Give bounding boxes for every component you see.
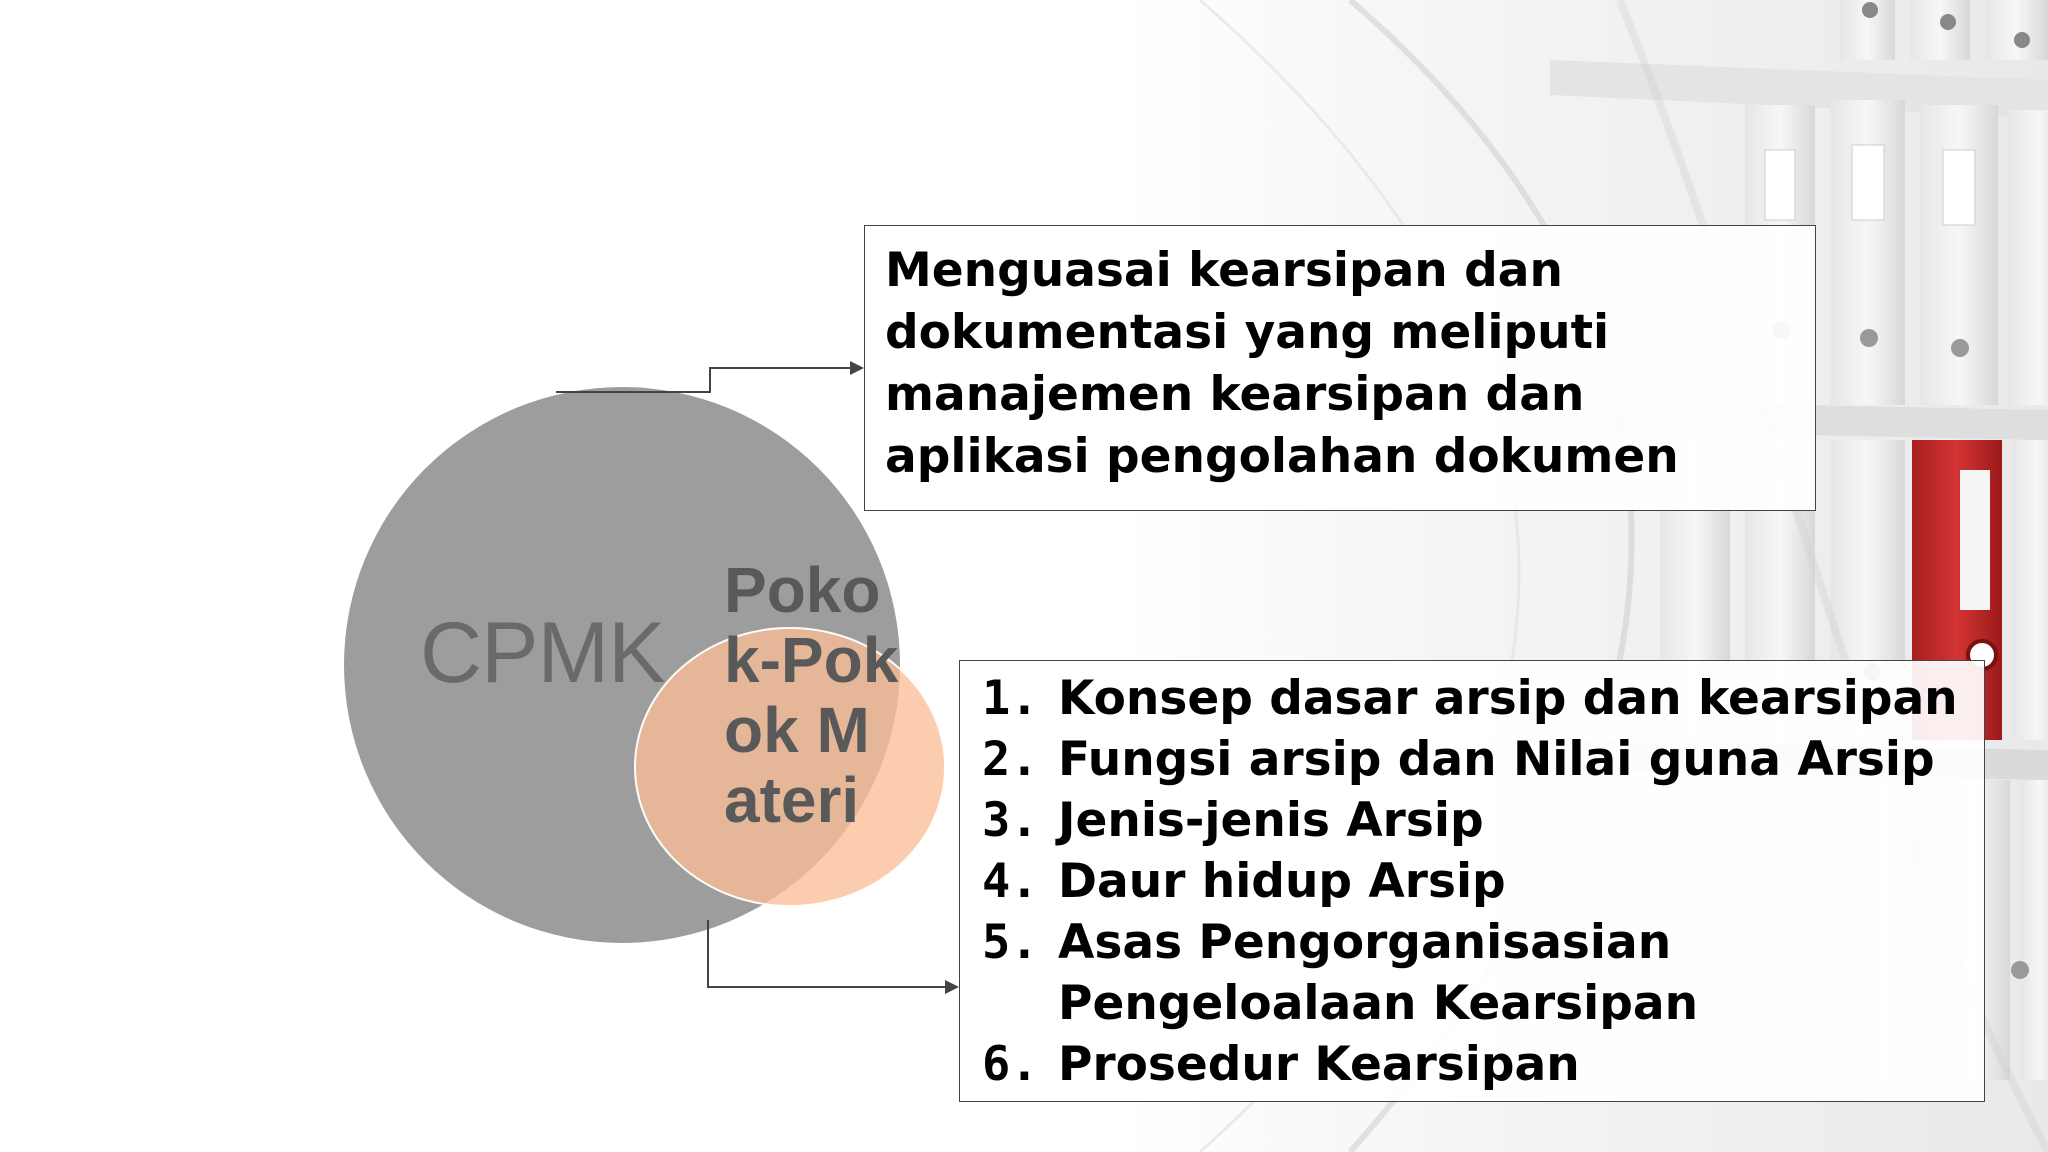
materi-list	[982, 668, 1966, 1095]
list-item	[982, 1034, 1966, 1095]
list-item-text: Fungsi arsip dan Nilai guna Arsip	[1058, 732, 1935, 787]
list-item-text: Daur hidup Arsip	[1058, 854, 1506, 909]
list-item-number: 1.	[982, 671, 1039, 726]
cpmk-label: CPMK	[420, 605, 665, 701]
list-item-text: Asas Pengorganisasian Pengeloalaan Kearsipan	[1058, 915, 1699, 1031]
list-item	[982, 790, 1966, 851]
list-item-number: 4.	[982, 854, 1039, 909]
list-item	[982, 729, 1966, 790]
cpmk-description: Menguasai kearsipan dan dokumentasi yang meliputi manajemen kearsipan dan aplikasi pengolahan dokumen	[885, 243, 1679, 484]
list-item-number: 5.	[982, 915, 1039, 970]
list-item-number: 6.	[982, 1037, 1039, 1092]
list-item-text: Prosedur Kearsipan	[1058, 1037, 1580, 1092]
cpmk-description-box	[864, 225, 1816, 511]
list-item	[982, 851, 1966, 912]
list-item-number: 2.	[982, 732, 1039, 787]
list-item	[982, 912, 1966, 1034]
list-item-number: 3.	[982, 793, 1039, 848]
pokok-materi-box	[959, 660, 1985, 1102]
pokok-materi-label: Pokok-Pokok Materi	[724, 554, 899, 836]
list-item	[982, 668, 1966, 729]
list-item-text: Konsep dasar arsip dan kearsipan	[1058, 671, 1958, 726]
list-item-text: Jenis-jenis Arsip	[1058, 793, 1484, 848]
